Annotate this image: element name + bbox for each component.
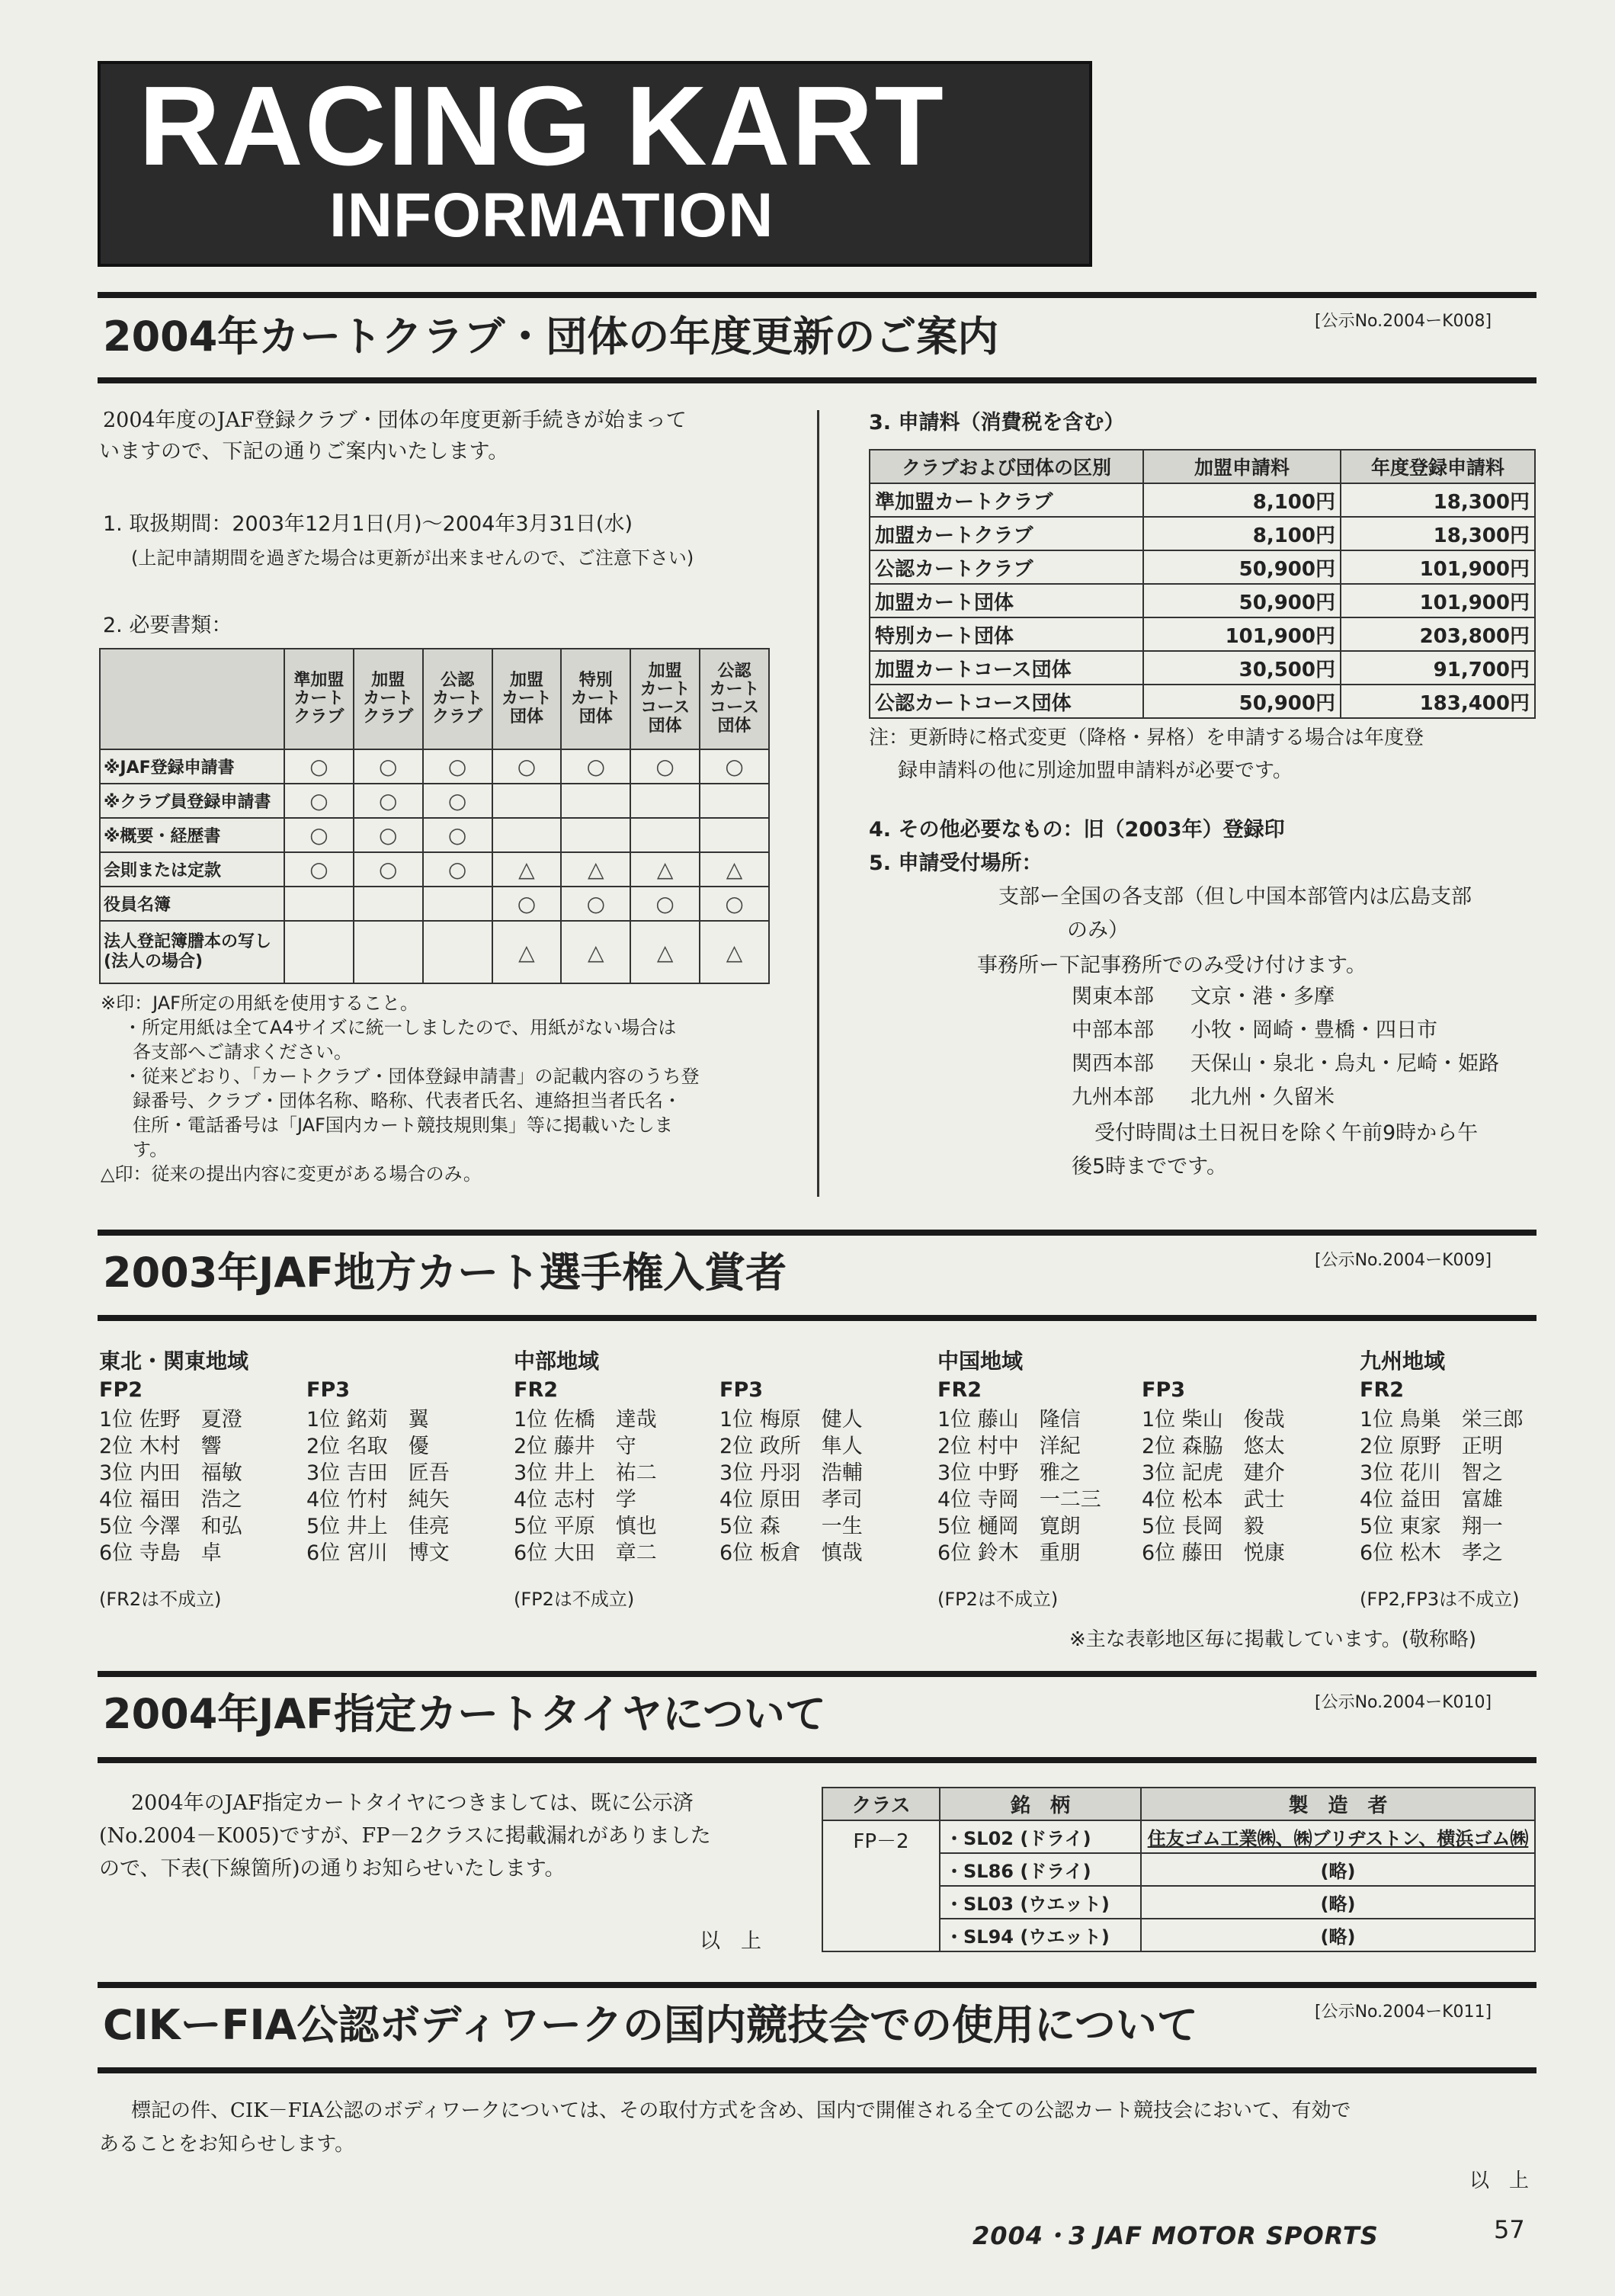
section-title-winners: 2003年JAF地方カート選手権入賞者 [103, 1249, 787, 1297]
region-heading: 九州地域 [1360, 1348, 1446, 1374]
class-label: FR2 [937, 1378, 982, 1402]
section-rule [98, 292, 1536, 298]
place-heading: 5. 申請受付場所： [869, 851, 1043, 875]
class-label: FP3 [306, 1378, 351, 1402]
place-office: 事務所ー下記事務所でのみ受け付けます。 [977, 954, 1367, 977]
table-row: ・SL94 (ウエット) (略) [822, 1919, 1535, 1951]
table-row: 公認カートクラブ 50,900円 101,900円 [870, 550, 1535, 584]
table-row: 加盟カートコース団体 30,500円 91,700円 [870, 651, 1535, 685]
section-title-bodywork: CIKーFIA公認ボディワークの国内競技会での使用について [103, 2001, 1198, 2049]
section-rule [98, 377, 1536, 383]
region-note: (FP2は不成立) [937, 1589, 1059, 1610]
table-row: ※クラブ員登録申請書 ○ ○ ○ [100, 784, 769, 818]
class-label: FR2 [1360, 1378, 1405, 1402]
column-divider [817, 410, 819, 1197]
tire-paragraph: ので、下表(下線箇所)の通りお知らせいたします。 [99, 1857, 566, 1881]
fee-table: クラブおよび団体の区別 加盟申請料 年度登録申請料 準加盟カートクラブ 8,100円 18,300円 加盟カートクラブ 8,100円 18,300円 公認カートクラブ 50,900円 101,900円 加盟カート団体 50,900円 101,900円 特別カート団体 101,900円 203,800円 加盟カートコース団体 30,500円 91,700円 公認カートコース団体 50,900円 183,400円 [869, 449, 1536, 719]
table-row: 会則または定款 ○ ○ ○ △ △ △ △ [100, 852, 769, 887]
bodywork-paragraph: 標記の件、CIK－FIA公認のボディワークについては、その取付方式を含め、国内で開催される全ての公認カート競技会において、有効で [131, 2099, 1351, 2122]
list-item: 関西本部 天保山・泉北・烏丸・尼崎・姫路 [1072, 1052, 1499, 1076]
winners-footnote: ※主な表彰地区毎に掲載しています。(敬称略) [1069, 1628, 1476, 1651]
notice-number: [公示No.2004ーK008] [1315, 312, 1492, 331]
place-branch: のみ） [1067, 919, 1129, 942]
docs-col-header: 特別 カート 団体 [561, 649, 630, 749]
closing: 以 上 [1469, 2169, 1530, 2192]
table-row: ・SL03 (ウエット) (略) [822, 1886, 1535, 1919]
section-rule [98, 1757, 1536, 1763]
region-heading: 中国地域 [937, 1348, 1024, 1374]
fee-note: 録申請料の他に別途加盟申請料が必要です。 [898, 759, 1293, 782]
section-title-tires: 2004年JAF指定カートタイヤについて [103, 1690, 826, 1738]
show-through-shadow [1101, 76, 1528, 282]
required-documents-table [99, 648, 770, 984]
banner-subtitle: INFORMATION [329, 181, 774, 250]
list-item: 中部本部 小牧・岡崎・豊橋・四日市 [1072, 1018, 1437, 1042]
place-branch: 支部ー全国の各支部（但し中国本部管内は広島支部 [998, 885, 1472, 909]
table-row: 法人登記簿謄本の写し (法人の場合) △ △ △ △ [100, 921, 769, 983]
class-label: FR2 [514, 1378, 559, 1402]
hours: 後5時までです。 [1072, 1155, 1228, 1178]
rank-list: 1位 佐野 夏澄 2位 木村 響 3位 内田 福敏 4位 福田 浩之 5位 今澤 和弘 6位 寺島 卓 [99, 1408, 242, 1565]
docs-col-header: 加盟 カート クラブ [354, 649, 423, 749]
table-row: 役員名簿 ○ ○ ○ ○ [100, 887, 769, 921]
section-rule [98, 2067, 1536, 2073]
section-title-renewal: 2004年カートクラブ・団体の年度更新のご案内 [103, 313, 999, 361]
region-note: (FP2,FP3は不成立) [1360, 1589, 1520, 1610]
fee-heading: 3. 申請料（消費税を含む） [869, 411, 1125, 435]
docs-col-header: 公認 カート コース 団体 [700, 649, 769, 749]
table-row: FP－2 ・SL02 (ドライ) 住友ゴム工業㈱、㈱ブリヂストン、横浜ゴム㈱ [822, 1820, 1535, 1853]
header-banner [98, 61, 1092, 267]
rank-list: 1位 鳥巣 栄三郎 2位 原野 正明 3位 花川 智之 4位 益田 富雄 5位 東家 翔一 6位 松木 孝之 [1360, 1408, 1524, 1565]
region-heading: 中部地域 [514, 1348, 600, 1374]
list-item: 九州本部 北九州・久留米 [1072, 1085, 1335, 1109]
period: 1. 取扱期間：2003年12月1日(月)～2004年3月31日(水) [103, 512, 633, 536]
tire-table: クラス 銘 柄 製 造 者 FP－2 ・SL02 (ドライ) 住友ゴム工業㈱、㈱ブリヂストン、横浜ゴム㈱ ・SL86 (ドライ) (略) ・SL03 (ウエット) (略) ・SL94 (ウエット) (略) [822, 1787, 1536, 1952]
rank-list: 1位 佐橋 達哉 2位 藤井 守 3位 井上 祐二 4位 志村 学 5位 平原 慎也 6位 大田 章二 [514, 1408, 657, 1565]
docs-corner [100, 649, 284, 749]
intro-line: いますので、下記の通りご案内いたします。 [99, 440, 509, 463]
table-row: 加盟カート団体 50,900円 101,900円 [870, 584, 1535, 617]
docs-col-header: 加盟 カート 団体 [492, 649, 562, 749]
page-number: 57 [1494, 2215, 1525, 2244]
rank-list: 1位 梅原 健人 2位 政所 隼人 3位 丹羽 浩輔 4位 原田 孝司 5位 森 一生 6位 板倉 慎哉 [719, 1408, 863, 1565]
class-label: FP2 [99, 1378, 143, 1402]
intro-line: 2004年度のJAF登録クラブ・団体の年度更新手続きが始まって [103, 409, 687, 432]
table-row: ・SL86 (ドライ) (略) [822, 1853, 1535, 1886]
rank-list: 1位 柴山 俊哉 2位 森脇 悠太 3位 記虎 建介 4位 松本 武士 5位 長岡 毅 6位 藤田 悦康 [1142, 1408, 1285, 1565]
closing: 以 上 [700, 1929, 761, 1953]
hours: 受付時間は土日祝日を除く午前9時から午 [1094, 1121, 1479, 1145]
docs-col-header: 公認 カート クラブ [423, 649, 492, 749]
table-row: ※JAF登録申請書 ○ ○ ○ ○ ○ ○ ○ [100, 749, 769, 784]
section-rule [98, 1671, 1536, 1677]
other-requirements: 4. その他必要なもの：旧（2003年）登録印 [869, 818, 1285, 842]
magazine-name: 2004・3 JAF MOTOR SPORTS [973, 2221, 1379, 2250]
banner-title: RACING KART [139, 63, 945, 189]
notice-number: [公示No.2004ーK009] [1315, 1251, 1492, 1270]
section-rule [98, 1230, 1536, 1236]
notice-number: [公示No.2004ーK010] [1315, 1693, 1492, 1712]
tire-paragraph: 2004年のJAF指定カートタイヤにつきましては、既に公示済 [131, 1791, 694, 1815]
table-row: ※概要・経歴書 ○ ○ ○ [100, 818, 769, 852]
table-row: 公認カートコース団体 50,900円 183,400円 [870, 685, 1535, 718]
docs-notes: ※印：JAF所定の用紙を使用すること。 ・所定用紙は全てA4サイズに統一しましたので、用紙がない場合は 各支部へご請求ください。 ・従来どおり、「カートクラブ・団体登録申請書」の記載内容のうち登 録番号、クラブ・団体名称、略称、代表者氏名、連絡担当者氏名・ 住所・電話番号は「JAF国内カート競技規則集」等に掲載いたしま す。 △印：従来の提出内容に変更がある場合のみ。 [101, 992, 700, 1185]
table-row: 特別カート団体 101,900円 203,800円 [870, 617, 1535, 651]
notice-number: [公示No.2004ーK011] [1315, 2003, 1492, 2022]
class-label: FP3 [719, 1378, 764, 1402]
rank-list: 1位 銘苅 翼 2位 名取 優 3位 吉田 匠吾 4位 竹村 純矢 5位 井上 佳亮 6位 宮川 博文 [306, 1408, 450, 1565]
office-list [1072, 980, 1499, 1114]
docs-col-header: 加盟 カート コース 団体 [630, 649, 700, 749]
period-note: (上記申請期間を過ぎた場合は更新が出来ませんので、ご注意下さい) [131, 547, 694, 569]
class-label: FP3 [1142, 1378, 1186, 1402]
region-heading: 東北・関東地域 [99, 1348, 249, 1374]
bodywork-paragraph: あることをお知らせします。 [99, 2133, 355, 2156]
docs-heading: 2. 必要書類： [103, 614, 232, 637]
tire-paragraph: (No.2004－K005)ですが、FP－2クラスに掲載漏れがありました [99, 1824, 711, 1848]
list-item: 関東本部 文京・港・多摩 [1072, 985, 1335, 1009]
region-note: (FR2は不成立) [99, 1589, 222, 1610]
section-rule [98, 1315, 1536, 1321]
docs-col-header: 準加盟 カート クラブ [284, 649, 354, 749]
fee-note: 注：更新時に格式変更（降格・昇格）を申請する場合は年度登 [869, 726, 1424, 749]
section-rule [98, 1982, 1536, 1988]
table-row: 準加盟カートクラブ 8,100円 18,300円 [870, 483, 1535, 517]
rank-list: 1位 藤山 隆信 2位 村中 洋紀 3位 中野 雅之 4位 寺岡 一二三 5位 樋岡 寛朗 6位 鈴木 重朋 [937, 1408, 1101, 1565]
region-note: (FP2は不成立) [514, 1589, 635, 1610]
table-row: 加盟カートクラブ 8,100円 18,300円 [870, 517, 1535, 550]
